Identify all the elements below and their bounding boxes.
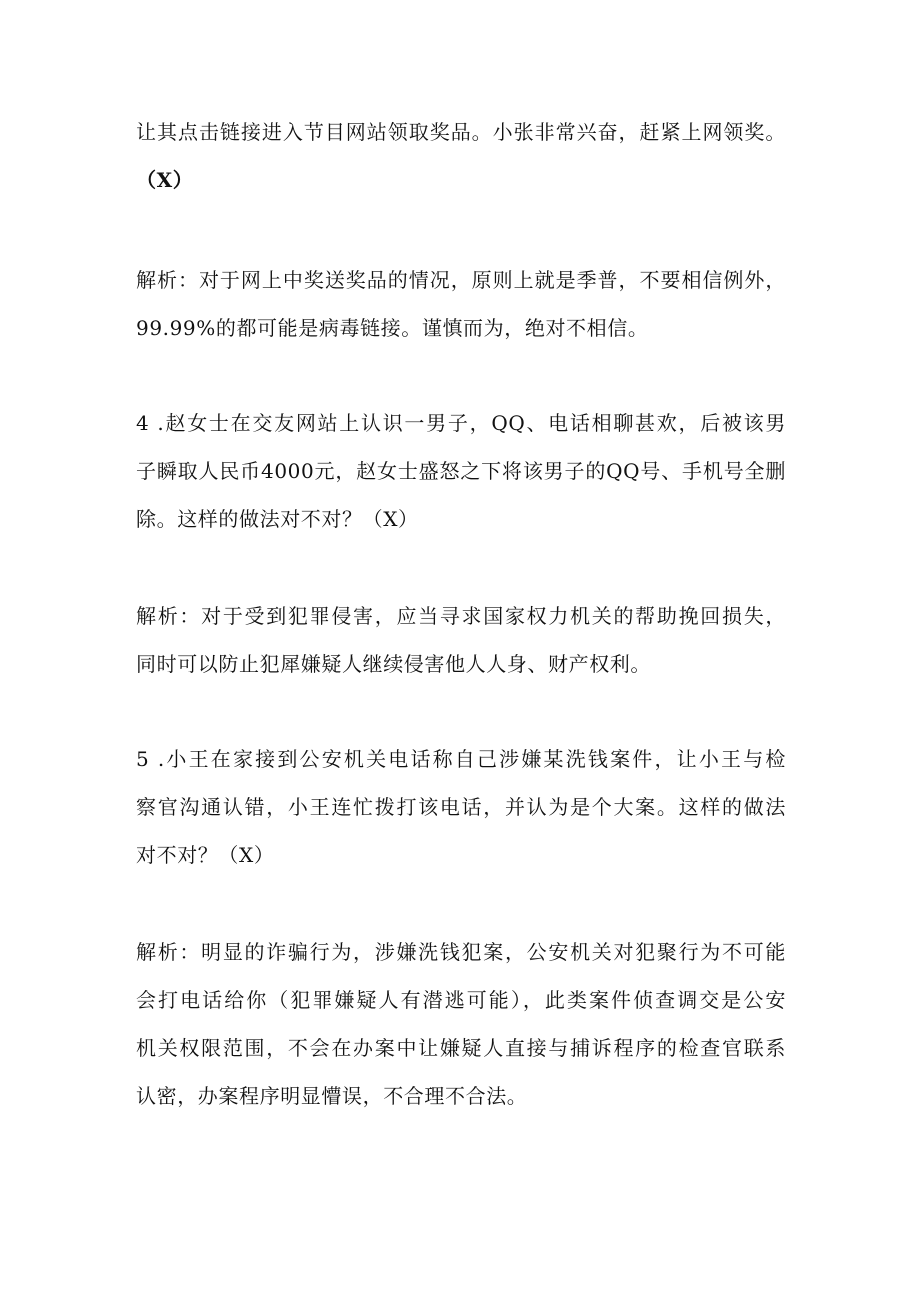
question-4 (136, 399, 786, 543)
question-3-continuation (136, 108, 786, 204)
text-line: 99.99%的都可能是病毒链接。谨慎而为，绝对不相信。 (136, 316, 649, 340)
text-line: 会打电话给你（犯罪嫌疑人有潜逃可能），此类案件侦查调交是公安 (136, 988, 786, 1012)
question-5-analysis (136, 928, 786, 1120)
text-line: 子瞬取人民币4000元，赵女士盛怒之下将该男子的QQ号、手机号全删 (136, 459, 786, 483)
question-5 (136, 735, 786, 879)
text-line: 除。这样的做法对不对？（X） (136, 507, 419, 531)
answer-mark: （X） (136, 168, 194, 192)
text-line: 察官沟通认错，小王连忙拨打该电话，并认为是个大案。这样的做法 (136, 795, 786, 819)
text-line: 对不对？（X） (136, 843, 275, 867)
text-line: 解析：对于网上中奖送奖品的情况，原则上就是季普，不要相信例外， (136, 268, 786, 292)
text-line: 机关权限范围，不会在办案中让嫌疑人直接与捕诉程序的检查官联系 (136, 1036, 786, 1060)
text-line: 解析：明显的诈骗行为，涉嫌洗钱犯案，公安机关对犯聚行为不可能 (136, 940, 786, 964)
text-line: 5 .小王在家接到公安机关电话称自己涉嫌某洗钱案件，让小王与检 (136, 747, 786, 771)
text-line: 4 .赵女士在交友网站上认识一男子，QQ、电话相聊甚欢，后被该男 (136, 411, 786, 435)
text-line: 解析：对于受到犯罪侵害，应当寻求国家权力机关的帮助挽回损失， (136, 604, 786, 628)
text-line: 认密，办案程序明显懵误，不合理不合法。 (136, 1084, 528, 1108)
question-4-analysis (136, 592, 786, 688)
question-3-analysis (136, 256, 786, 352)
text-line: 让其点击链接进入节目网站领取奖品。小张非常兴奋，赶紧上网领奖。 (136, 120, 786, 144)
text-line: 同时可以防止犯犀嫌疑人继续侵害他人人身、财产权利。 (136, 652, 651, 676)
